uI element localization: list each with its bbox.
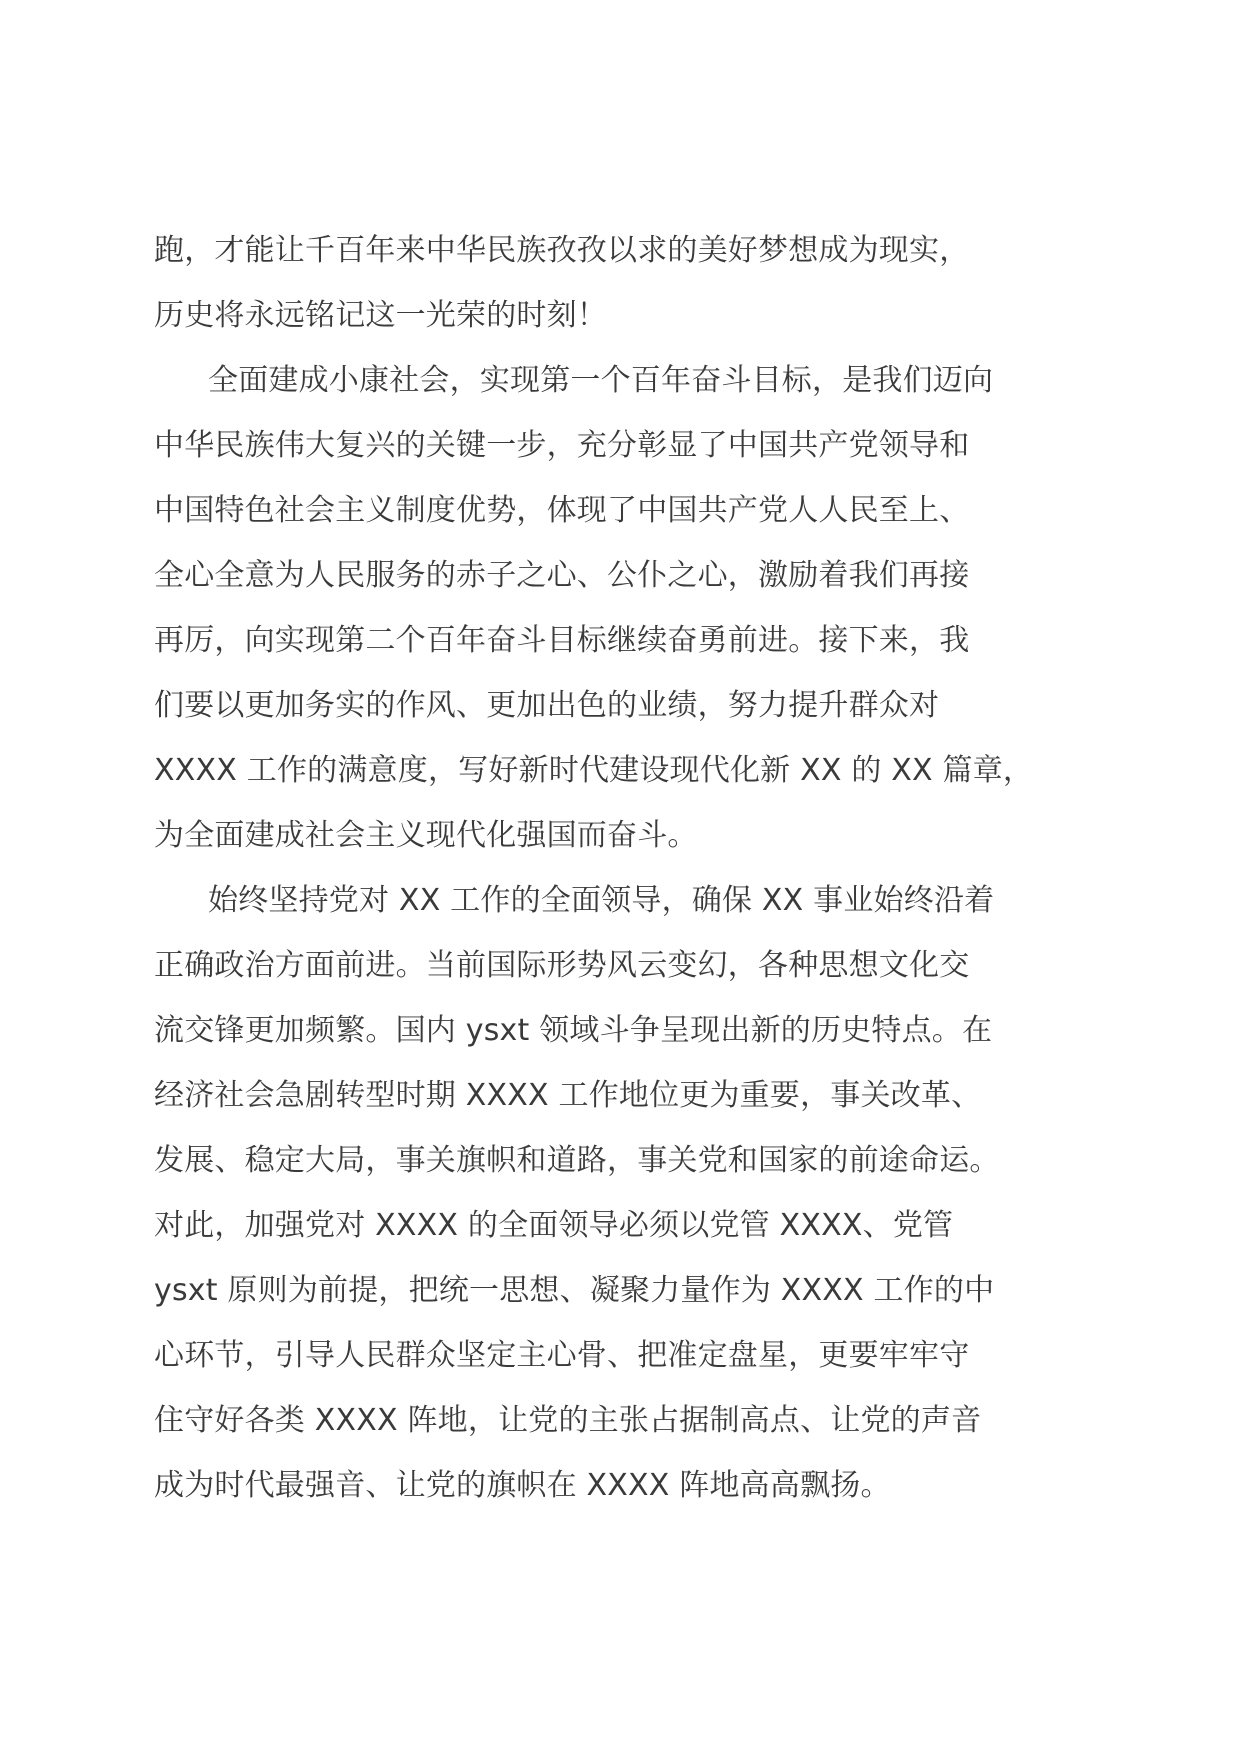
text-line: XXXX 工作的满意度，写好新时代建设现代化新 XX 的 XX 篇章， xyxy=(154,753,1034,788)
text-line: 中国特色社会主义制度优势，体现了中国共产党人人民至上、 xyxy=(154,493,970,528)
document-body xyxy=(154,218,1114,1518)
text-line: 再厉，向实现第二个百年奋斗目标继续奋勇前进。接下来，我 xyxy=(154,623,970,658)
text-line: 成为时代最强音、让党的旗帜在 XXXX 阵地高高飘扬。 xyxy=(154,1468,891,1503)
text-line: ysxt 原则为前提，把统一思想、凝聚力量作为 XXXX 工作的中 xyxy=(154,1273,995,1308)
text-line: 全心全意为人民服务的赤子之心、公仆之心，激励着我们再接 xyxy=(154,558,970,593)
text-line: 对此，加强党对 XXXX 的全面领导必须以党管 XXXX、党管 xyxy=(154,1208,954,1243)
text-line: 历史将永远铭记这一光荣的时刻！ xyxy=(154,298,607,333)
text-line: 跑，才能让千百年来中华民族孜孜以求的美好梦想成为现实， xyxy=(154,233,970,268)
text-line: 正确政治方面前进。当前国际形势风云变幻，各种思想文化交 xyxy=(154,948,970,983)
text-line: 们要以更加务实的作风、更加出色的业绩，努力提升群众对 xyxy=(154,688,940,723)
text-line: 为全面建成社会主义现代化强国而奋斗。 xyxy=(154,818,698,853)
text-line: 经济社会急剧转型时期 XXXX 工作地位更为重要，事关改革、 xyxy=(154,1078,982,1113)
paragraph-start-line: 全面建成小康社会，实现第一个百年奋斗目标，是我们迈向 xyxy=(208,363,994,398)
text-line: 发展、稳定大局，事关旗帜和道路，事关党和国家的前途命运。 xyxy=(154,1143,1000,1178)
paragraph-start-line: 始终坚持党对 XX 工作的全面领导，确保 XX 事业始终沿着 xyxy=(208,883,995,918)
text-line: 中华民族伟大复兴的关键一步，充分彰显了中国共产党领导和 xyxy=(154,428,970,463)
text-line: 心环节，引导人民群众坚定主心骨、把准定盘星，更要牢牢守 xyxy=(154,1338,970,1373)
text-line: 流交锋更加频繁。国内 ysxt 领域斗争呈现出新的历史特点。在 xyxy=(154,1013,993,1048)
text-line: 住守好各类 XXXX 阵地，让党的主张占据制高点、让党的声音 xyxy=(154,1403,982,1438)
